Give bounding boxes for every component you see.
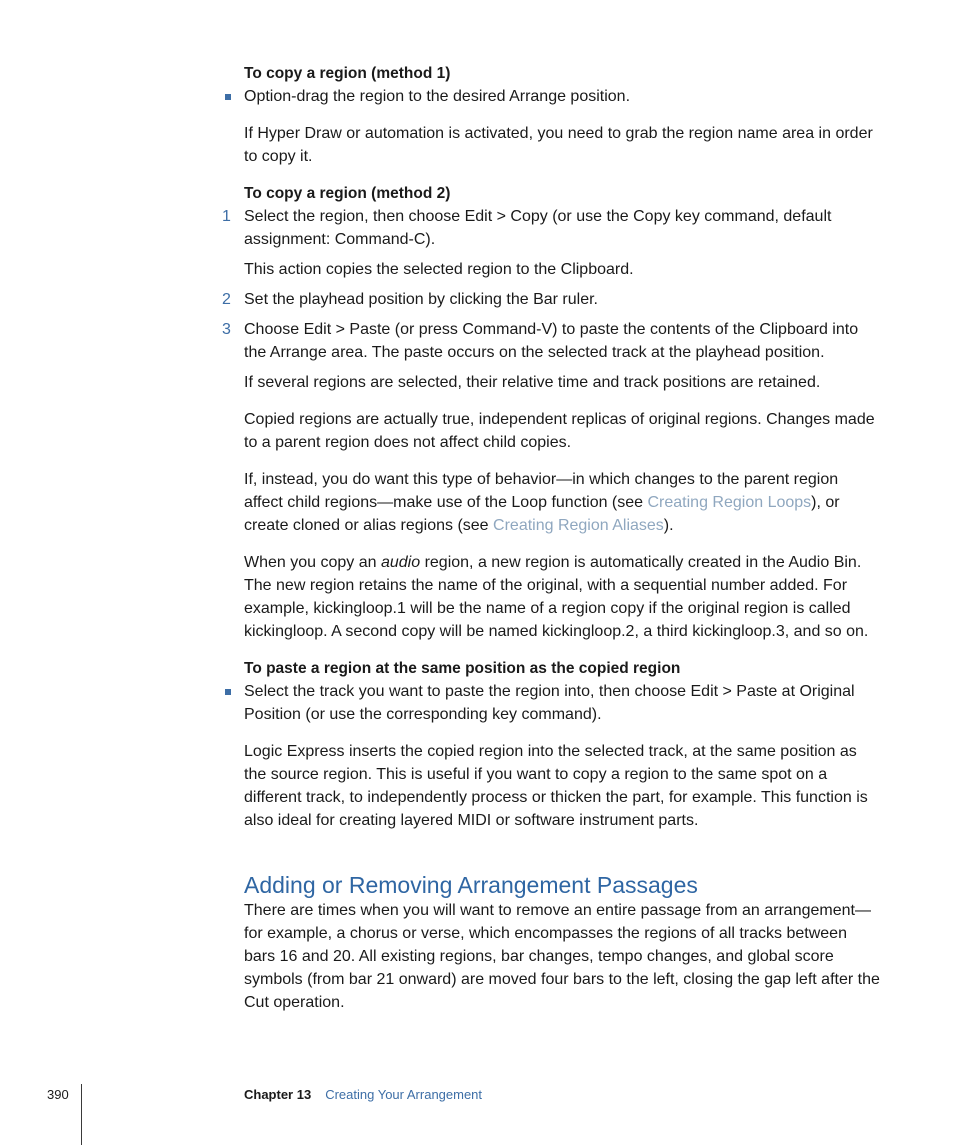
step3-text: Choose Edit > Paste (or press Command-V) to paste the contents of the Clipboard into the Arrange area. The paste occurs on the selected track at the playhead position. <box>244 321 859 361</box>
link-creating-region-aliases[interactable]: Creating Region Aliases <box>493 517 664 534</box>
paste-note: Logic Express inserts the copied region into the selected track, at the same position as the source region. This is useful if you want to copy a region to the same spot on a different track, to independently process or thicken the part, for example. This function is also ideal for creating layered MIDI or software instrument parts. <box>244 743 868 829</box>
method1-heading: To copy a region (method 1) <box>244 65 451 82</box>
link-creating-region-loops[interactable]: Creating Region Loops <box>647 494 812 511</box>
audio-emphasis: audio <box>380 554 421 571</box>
step3-note: If several regions are selected, their relative time and track positions are retained. <box>244 374 821 391</box>
audio-paragraph <box>244 551 880 643</box>
instead-text-c: ). <box>663 517 674 534</box>
audio-text-a: When you copy an <box>244 554 381 571</box>
chapter-label: Chapter 13 <box>244 1087 312 1102</box>
step1-text: Select the region, then choose Edit > Copy (or use the Copy key command, default assignment: Command-C). <box>244 208 832 248</box>
chapter-title: Creating Your Arrangement <box>325 1087 483 1102</box>
method2-heading: To copy a region (method 2) <box>244 185 451 202</box>
instead-text-b: ), or create cloned or alias regions (see <box>244 494 840 534</box>
audio-text-b: region, a new region is automatically created in the Audio Bin. The new region retains the name of the original, with a sequential number added. For example, kickingloop.1 will be the name of a region copy if the original region is called kickingloop. A second copy will be named kickingloop.2, a third kickingloop.3, and so on. <box>244 554 869 640</box>
section-title: Adding or Removing Arrangement Passages <box>244 872 698 898</box>
instead-paragraph <box>244 468 880 537</box>
step2-number: 2 <box>222 291 231 308</box>
step1-number: 1 <box>222 208 231 225</box>
method1-note: If Hyper Draw or automation is activated, you need to grab the region name area in order to copy it. <box>244 125 873 165</box>
copies-paragraph: Copied regions are actually true, independent replicas of original regions. Changes made to a parent region does not affect child copies. <box>244 411 875 451</box>
section-body: There are times when you will want to remove an entire passage from an arrangement—for example, a chorus or verse, which encompasses the regions of all tracks between bars 16 and 20. All existing regions, bar changes, tempo changes, and global score symbols (from bar 21 onward) are moved four bars to the left, closing the gap left after the Cut operation. <box>244 902 880 1011</box>
bullet-icon <box>225 689 231 695</box>
page-number: 390 <box>47 1087 69 1102</box>
footer-divider <box>81 1084 82 1145</box>
step1-note: This action copies the selected region to the Clipboard. <box>244 261 634 278</box>
step2-text: Set the playhead position by clicking the Bar ruler. <box>244 291 598 308</box>
footer-chapter <box>244 1086 482 1104</box>
paste-bullet-text: Select the track you want to paste the region into, then choose Edit > Paste at Original Position (or use the corresponding key command). <box>244 683 855 723</box>
method1-bullet-text: Option-drag the region to the desired Arrange position. <box>244 88 631 105</box>
step3-number: 3 <box>222 321 231 338</box>
paste-heading: To paste a region at the same position as the copied region <box>244 660 681 677</box>
bullet-icon <box>225 94 231 100</box>
instead-text-a: If, instead, you do want this type of behavior—in which changes to the parent region affect child regions—make use of the Loop function (see <box>244 471 839 511</box>
